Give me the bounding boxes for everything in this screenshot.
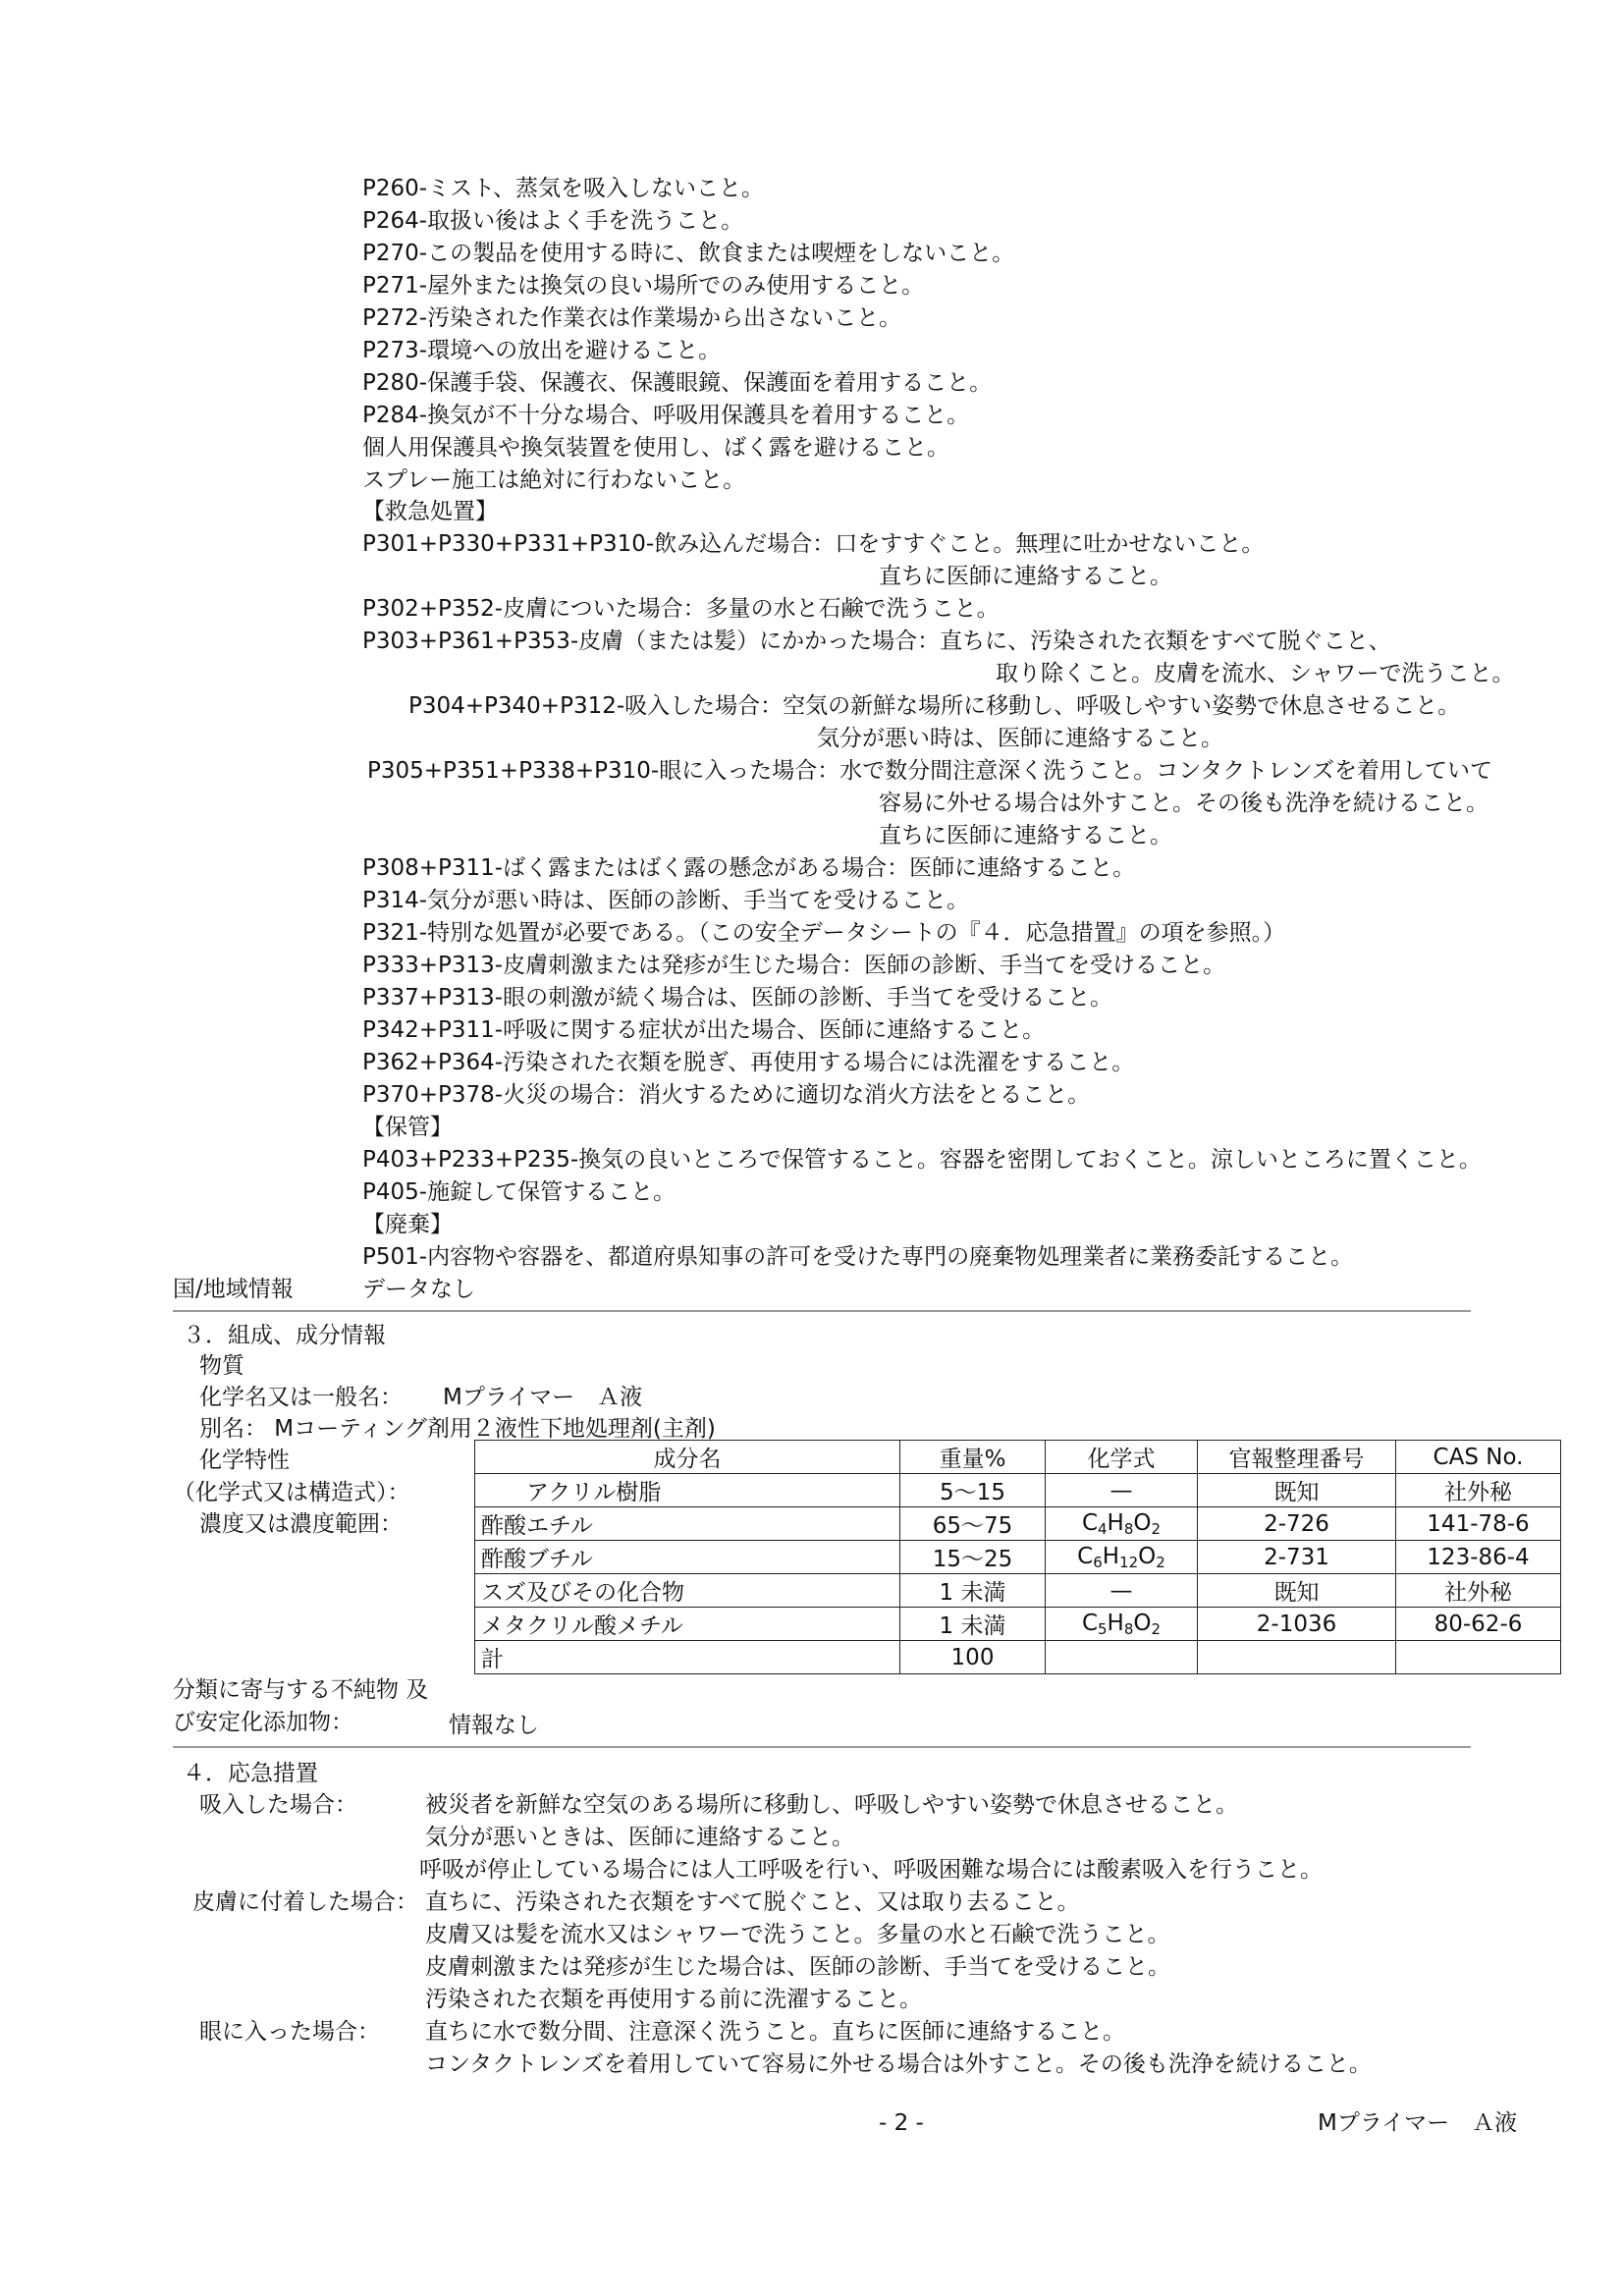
- table-row-total: [475, 1641, 1561, 1674]
- p-statement-cont: 容易に外せる場合は外すこと。その後も洗浄を続けること。: [879, 791, 1488, 816]
- p-statement: P280-保護手袋、保護衣、保護眼鏡、保護面を着用すること。: [362, 370, 993, 396]
- cell-formula: $C_6H_{12}O_2$: [1046, 1541, 1198, 1574]
- skin-line: 皮膚刺激または発疹が生じた場合は、医師の診断、手当てを受けること。: [425, 1954, 1170, 1980]
- cell-name: 計: [475, 1641, 900, 1674]
- cell-gazette-no: 既知: [1198, 1474, 1396, 1507]
- chem-props-label: 化学特性: [199, 1448, 290, 1473]
- cell-gazette-no: 2-726: [1198, 1507, 1396, 1541]
- cell-name: スズ及びその化合物: [475, 1574, 900, 1608]
- cell-cas: 123-86-4: [1396, 1541, 1561, 1574]
- cell-formula: [1046, 1641, 1198, 1674]
- cell-formula: —: [1046, 1474, 1198, 1507]
- col-header-weight: 重量%: [900, 1441, 1046, 1474]
- cell-name: 酢酸ブチル: [475, 1541, 900, 1574]
- composition-table: [474, 1440, 1561, 1674]
- cell-weight: 1 未満: [900, 1608, 1046, 1641]
- subheading-storage: 【保管】: [362, 1115, 453, 1140]
- region-info-label: 国/地域情報: [173, 1277, 294, 1302]
- p-statement: P303+P361+P353-皮膚（または髪）にかかった場合：直ちに、汚染された衣類をすべて脱ぐこと、: [362, 629, 1391, 654]
- p-statement: P264-取扱い後はよく手を洗うこと。: [362, 208, 744, 234]
- eye-line: 直ちに水で数分間、注意深く洗うこと。直ちに医師に連絡すること。: [425, 2019, 1125, 2045]
- skin-line: 直ちに、汚染された衣類をすべて脱ぐこと、又は取り去ること。: [425, 1889, 1080, 1915]
- cell-formula: $C_5H_8O_2$: [1046, 1608, 1198, 1641]
- cell-weight: 65～75: [900, 1507, 1046, 1541]
- p-statement: P305+P351+P338+P310-眼に入った場合：水で数分間注意深く洗うこと。コンタクトレンズを着用していて: [367, 758, 1493, 784]
- p-statement-cont: 直ちに医師に連絡すること。: [879, 564, 1172, 589]
- p-statement: P302+P352-皮膚についた場合：多量の水と石鹸で洗うこと。: [362, 596, 1000, 622]
- p-statement: P321-特別な処置が必要である。（この安全データシートの『４．応急措置』の項を参照。）: [362, 920, 1286, 946]
- p-statement: P272-汚染された作業衣は作業場から出さないこと。: [362, 305, 902, 331]
- p-statement: P271-屋外または換気の良い場所でのみ使用すること。: [362, 273, 925, 299]
- subheading-disposal: 【廃棄】: [362, 1212, 453, 1237]
- col-header-formula: 化学式: [1046, 1441, 1198, 1474]
- table-row: [475, 1474, 1561, 1507]
- section3-heading: ３．組成、成分情報: [183, 1323, 386, 1348]
- p-statement: P308+P311-ばく露またはばく露の懸念がある場合：医師に連絡すること。: [362, 855, 1136, 881]
- skin-line: 皮膚又は髪を流水又はシャワーで洗うこと。多量の水と石鹸で洗うこと。: [425, 1922, 1170, 1947]
- alias: 別名： Mコーティング剤用２液性下地処理剤(主剤): [199, 1416, 716, 1442]
- impurity-label: 分類に寄与する不純物 及: [173, 1677, 429, 1703]
- col-header-cas: CAS No.: [1396, 1441, 1561, 1474]
- footer-product-name: Mプライマー Ａ液: [1318, 2110, 1518, 2136]
- eye-label: 眼に入った場合：: [199, 2019, 380, 2045]
- concentration-label: 濃度又は濃度範囲：: [199, 1511, 403, 1537]
- cell-weight: 15～25: [900, 1541, 1046, 1574]
- table-row: [475, 1507, 1561, 1541]
- cell-name: メタクリル酸メチル: [475, 1608, 900, 1641]
- p-statement: 個人用保護具や換気装置を使用し、ばく露を避けること。: [362, 435, 949, 461]
- p-statement: P501-内容物や容器を、都道府県知事の許可を受けた専門の廃棄物処理業者に業務委託すること。: [362, 1244, 1354, 1270]
- p-statement: P362+P364-汚染された衣類を脱ぎ、再使用する場合には洗濯をすること。: [362, 1050, 1135, 1075]
- cell-name: 酢酸エチル: [475, 1507, 900, 1541]
- inhale-label: 吸入した場合：: [199, 1792, 357, 1818]
- substance-label: 物質: [199, 1353, 244, 1379]
- col-header-name: 成分名: [475, 1441, 900, 1474]
- formula-label: （化学式又は構造式）：: [173, 1480, 410, 1505]
- col-header-gazette-no: 官報整理番号: [1198, 1441, 1396, 1474]
- subheading-first-aid: 【救急処置】: [362, 499, 498, 524]
- cell-cas: 141-78-6: [1396, 1507, 1561, 1541]
- p-statement: P314-気分が悪い時は、医師の診断、手当てを受けること。: [362, 888, 970, 913]
- cell-weight: 100: [900, 1641, 1046, 1674]
- p-statement: P333+P313-皮膚刺激または発疹が生じた場合：医師の診断、手当てを受けること。: [362, 953, 1226, 978]
- region-info-value: データなし: [362, 1277, 475, 1302]
- p-statement-cont: 気分が悪い時は、医師に連絡すること。: [817, 726, 1223, 751]
- p-statement: スプレー施工は絶対に行わないこと。: [362, 467, 746, 493]
- cell-gazette-no: [1198, 1641, 1396, 1674]
- cell-gazette-no: 既知: [1198, 1574, 1396, 1608]
- p-statement-cont: 取り除くこと。皮膚を流水、シャワーで洗うこと。: [996, 661, 1515, 686]
- cell-weight: 5～15: [900, 1474, 1046, 1507]
- section-divider: [173, 1746, 1471, 1748]
- eye-line: コンタクトレンズを着用していて容易に外せる場合は外すこと。その後も洗浄を続けること。: [425, 2051, 1372, 2077]
- p-statement: P284-換気が不十分な場合、呼吸用保護具を着用すること。: [362, 403, 970, 428]
- p-statement: P301+P330+P331+P310-飲み込んだ場合：口をすすぐこと。無理に吐かせないこと。: [362, 531, 1265, 557]
- table-row: [475, 1541, 1561, 1574]
- p-statement: P337+P313-眼の刺激が続く場合は、医師の診断、手当てを受けること。: [362, 985, 1113, 1011]
- p-statement: P260-ミスト、蒸気を吸入しないこと。: [362, 176, 764, 201]
- cell-gazette-no: 2-731: [1198, 1541, 1396, 1574]
- p-statement-cont: 直ちに医師に連絡すること。: [879, 823, 1172, 848]
- p-statement: P273-環境への放出を避けること。: [362, 338, 722, 363]
- cell-formula: $C_4H_8O_2$: [1046, 1507, 1198, 1541]
- inhale-line: 被災者を新鮮な空気のある場所に移動し、呼吸しやすい姿勢で休息させること。: [425, 1792, 1238, 1818]
- chemical-name: Mプライマー Ａ液: [443, 1385, 643, 1410]
- p-statement: P342+P311-呼吸に関する症状が出た場合、医師に連絡すること。: [362, 1017, 1046, 1043]
- p-statement: P270-この製品を使用する時に、飲食または喫煙をしないこと。: [362, 241, 1015, 266]
- p-statement: P370+P378-火災の場合：消火するために適切な消火方法をとること。: [362, 1082, 1091, 1108]
- p-statement: P403+P233+P235-換気の良いところで保管すること。容器を密閉しておくこと。涼しいところに置くこと。: [362, 1147, 1482, 1173]
- p-statement: P405-施錠して保管すること。: [362, 1179, 676, 1205]
- chemical-name-label: 化学名又は一般名：: [199, 1385, 403, 1410]
- skin-label: 皮膚に付着した場合：: [192, 1889, 418, 1915]
- cell-name: アクリル樹脂: [475, 1474, 900, 1507]
- section-divider: [173, 1310, 1471, 1312]
- impurity-value: 情報なし: [449, 1713, 539, 1738]
- cell-weight: 1 未満: [900, 1574, 1046, 1608]
- cell-gazette-no: 2-1036: [1198, 1608, 1396, 1641]
- table-row: [475, 1608, 1561, 1641]
- cell-formula: —: [1046, 1574, 1198, 1608]
- section4-heading: ４．応急措置: [183, 1761, 318, 1786]
- p-statement: P304+P340+P312-吸入した場合：空気の新鮮な場所に移動し、呼吸しやすい姿勢で休息させること。: [408, 693, 1461, 719]
- inhale-line: 気分が悪いときは、医師に連絡すること。: [425, 1825, 854, 1850]
- table-row: [475, 1574, 1561, 1608]
- cell-cas: 社外秘: [1396, 1574, 1561, 1608]
- inhale-line: 呼吸が停止している場合には人工呼吸を行い、呼吸困難な場合には酸素吸入を行うこと。: [419, 1857, 1323, 1883]
- impurity-label-cont: び安定化添加物：: [173, 1710, 353, 1735]
- cell-cas: 社外秘: [1396, 1474, 1561, 1507]
- cell-cas: 80-62-6: [1396, 1608, 1561, 1641]
- cell-cas: [1396, 1641, 1561, 1674]
- page-number: - 2 -: [879, 2110, 924, 2136]
- skin-line: 汚染された衣類を再使用する前に洗濯すること。: [425, 1987, 922, 2012]
- table-header-row: [475, 1441, 1561, 1474]
